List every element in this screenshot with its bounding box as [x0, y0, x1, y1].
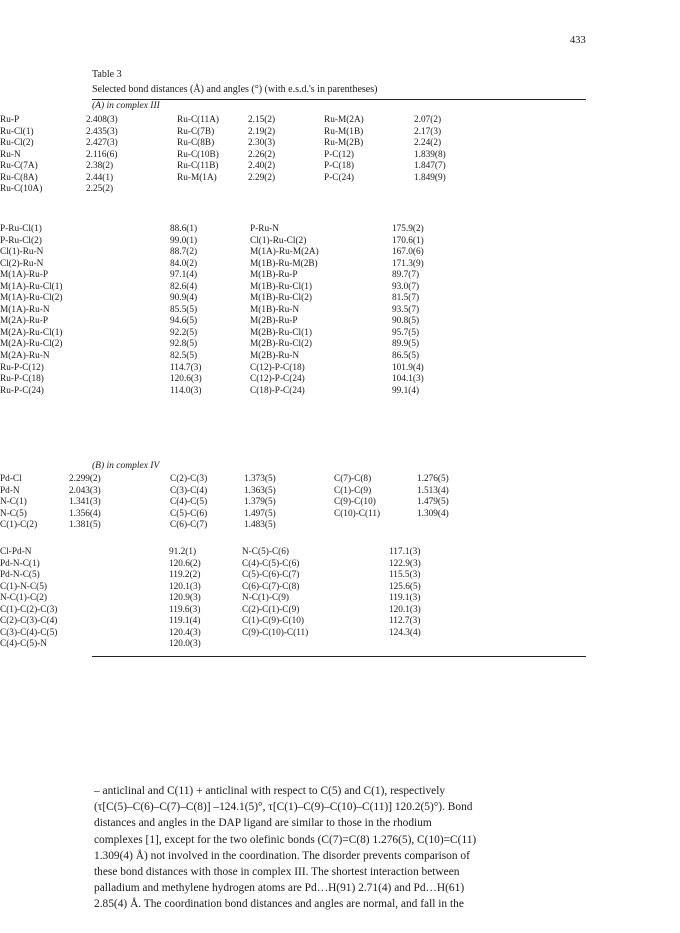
bond-value: 97.1(4) — [170, 270, 198, 281]
table-title: Table 3 — [92, 69, 122, 80]
bond-value: 99.1(4) — [392, 385, 420, 396]
bond-label: M(2A)-Ru-Cl(2) — [0, 339, 63, 350]
bond-label: Ru-Cl(1) — [0, 126, 34, 137]
bond-label: Ru-M(1A) — [177, 172, 217, 183]
label-column — [250, 224, 319, 397]
bond-value: 124.3(4) — [389, 627, 421, 638]
bond-label: C(12)-P-C(18) — [250, 362, 305, 373]
bond-label: Cl(1)-Ru-Cl(2) — [250, 235, 307, 246]
bond-label: P-C(24) — [324, 172, 354, 183]
bond-value: 120.6(2) — [169, 558, 201, 569]
bond-value: 2.043(3) — [69, 485, 101, 496]
bond-value: 84.0(2) — [170, 258, 198, 269]
bond-value: 94.6(5) — [170, 316, 198, 327]
bond-value: 2.15(2) — [248, 115, 276, 125]
bond-value: 1.356(4) — [69, 508, 101, 519]
bond-label: M(1B)-Ru-P — [250, 270, 298, 281]
bond-label: Ru-C(10B) — [177, 149, 219, 160]
bond-value: 125.6(5) — [389, 581, 421, 592]
bond-value: 114.7(3) — [170, 362, 202, 373]
bond-label: P-Ru-N — [250, 224, 279, 234]
bond-value: 1.513(4) — [417, 485, 449, 496]
bond-value: 99.0(1) — [170, 235, 198, 246]
bond-label: P-C(12) — [324, 149, 354, 160]
bond-value: 1.849(9) — [414, 172, 446, 183]
bond-label: C(12)-P-C(24) — [250, 374, 305, 385]
bond-value: 1.341(3) — [69, 497, 101, 508]
label-column — [0, 115, 42, 196]
bond-label: Ru-C(10A) — [0, 184, 43, 195]
body-line: – anticlinal and C(11) + anticlinal with respect to C(5) and C(1), respectively — [94, 785, 446, 797]
table-caption: Selected bond distances (Å) and angles (°) (with e.s.d.'s in parentheses) — [92, 84, 378, 95]
bond-label: C(4)-C(5)-N — [0, 639, 47, 650]
bond-value: 1.373(5) — [244, 474, 276, 484]
bond-label: C(5)-C(6)-C(7) — [242, 570, 300, 581]
bond-label: C(18)-P-C(24) — [250, 385, 305, 396]
label-column — [177, 115, 219, 184]
bond-label: C(5)-C(6) — [170, 508, 208, 519]
bond-value: 1.276(5) — [417, 474, 449, 484]
bond-label: Ru-M(2B) — [324, 138, 364, 149]
bond-value: 2.26(2) — [248, 149, 276, 160]
bond-value: 2.17(3) — [414, 126, 442, 137]
bond-label: C(1)-N-C(5) — [0, 581, 47, 592]
body-text — [94, 783, 586, 913]
label-column — [0, 474, 37, 532]
bond-value: 104.1(3) — [392, 374, 424, 385]
bond-value: 2.299(2) — [69, 474, 101, 484]
label-column — [242, 547, 308, 639]
bond-value: 1.309(4) — [417, 508, 449, 519]
label-column — [0, 224, 63, 397]
bond-value: 2.116(6) — [86, 149, 118, 160]
bond-label: Pd-Cl — [0, 474, 22, 484]
bond-label: C(3)-C(4) — [170, 485, 208, 496]
bond-value: 2.29(2) — [248, 172, 276, 183]
bond-label: M(2A)-Ru-Cl(1) — [0, 327, 63, 338]
bond-value: 82.5(5) — [170, 351, 198, 362]
bond-value: 2.07(2) — [414, 115, 442, 125]
body-line: 2.85(4) Å. The coordination bond distances and angles are normal, and fall in the — [94, 898, 464, 911]
bond-value: 88.7(2) — [170, 247, 198, 258]
bond-label: Cl(1)-Ru-N — [0, 247, 44, 258]
bond-value: 93.0(7) — [392, 281, 420, 292]
bond-value: 1.379(5) — [244, 497, 276, 508]
bond-value: 1.847(7) — [414, 161, 446, 172]
bond-value: 2.19(2) — [248, 126, 276, 137]
bond-label: C(2)-C(3)-C(4) — [0, 616, 58, 627]
bond-value: 114.0(3) — [170, 385, 202, 396]
bond-label: M(1A)-Ru-N — [0, 304, 50, 315]
bond-value: 93.5(7) — [392, 304, 420, 315]
bond-label: Ru-Cl(2) — [0, 138, 34, 149]
bond-label: Ru-C(7A) — [0, 161, 38, 172]
bond-value: 2.408(3) — [86, 115, 118, 125]
bond-label: C(1)-C(2) — [0, 520, 38, 531]
bond-label: M(2B)-Ru-Cl(1) — [250, 327, 312, 338]
bond-value: 2.30(3) — [248, 138, 276, 149]
bond-value: 1.363(5) — [244, 485, 276, 496]
bond-label: Pd-N-C(1) — [0, 558, 40, 569]
bond-value: 119.6(3) — [169, 604, 201, 615]
bond-label: M(2B)-Ru-P — [250, 316, 298, 327]
bond-value: 91.2(1) — [169, 547, 197, 557]
bond-label: M(1B)-Ru-M(2B) — [250, 258, 318, 269]
bond-label: M(1A)-Ru-M(2A) — [250, 247, 319, 258]
bond-label: Ru-C(8B) — [177, 138, 215, 149]
bond-value: 2.435(3) — [86, 126, 118, 137]
body-line: 1.309(4) Å) not involved in the coordination. The disorder prevents comparison of — [94, 849, 470, 862]
bond-label: C(9)-C(10) — [334, 497, 376, 508]
bond-label: Ru-C(11B) — [177, 161, 219, 172]
body-line: complexes [1], except for the two olefinic bonds (C(7)=C(8) 1.276(5), C(10)=C(11) — [94, 833, 477, 846]
bond-label: M(1A)-Ru-Cl(2) — [0, 293, 63, 304]
bond-value: 120.1(3) — [389, 604, 421, 615]
bond-label: C(1)-C(9) — [334, 485, 372, 496]
bond-label: C(1)-C(9)-C(10) — [242, 616, 304, 627]
page-number: 433 — [570, 35, 586, 46]
bond-value: 1.839(8) — [414, 149, 446, 160]
value-column — [69, 474, 101, 532]
bond-value: 122.9(3) — [389, 558, 421, 569]
bond-value: 112.7(3) — [389, 616, 421, 627]
section-a-heading: (A) in complex III — [92, 101, 160, 111]
bond-label: Ru-P — [0, 115, 20, 125]
bond-value: 92.2(5) — [170, 327, 198, 338]
bond-value: 1.381(5) — [69, 520, 101, 531]
value-column — [248, 115, 275, 184]
bond-value: 119.1(3) — [389, 593, 421, 604]
bond-label: C(6)-C(7) — [170, 520, 208, 531]
bond-value: 120.1(3) — [169, 581, 201, 592]
body-line: these bond distances with those in complex III. The shortest interaction between — [94, 866, 460, 879]
label-column — [334, 474, 380, 520]
bond-label: C(3)-C(4)-C(5) — [0, 627, 58, 638]
bond-label: M(2B)-Ru-N — [250, 351, 300, 362]
bond-value: 167.0(6) — [392, 247, 424, 258]
bond-value: 1.483(5) — [244, 520, 276, 531]
bond-label: Ru-N — [0, 149, 21, 160]
bond-value: 120.6(3) — [170, 374, 202, 385]
bond-label: C(9)-C(10)-C(11) — [242, 627, 309, 638]
bond-label: Pd-N-C(5) — [0, 570, 40, 581]
value-column — [414, 115, 446, 184]
bond-value: 92.8(5) — [170, 339, 198, 350]
bond-value: 90.9(4) — [170, 293, 198, 304]
bond-label: Ru-P-C(24) — [0, 385, 44, 396]
bond-value: 2.38(2) — [86, 161, 114, 172]
bond-label: M(2A)-Ru-P — [0, 316, 49, 327]
bond-value: 82.6(4) — [170, 281, 198, 292]
value-column — [417, 474, 449, 520]
bond-label: P-Ru-Cl(1) — [0, 224, 42, 234]
bond-value: 1.479(5) — [417, 497, 449, 508]
bond-label: N-C(1) — [0, 497, 27, 508]
bond-label: Cl(2)-Ru-N — [0, 258, 44, 269]
table-bottom-rule — [92, 656, 586, 657]
bond-value: 2.427(3) — [86, 138, 118, 149]
bond-value: 88.6(1) — [170, 224, 198, 234]
bond-value: 2.44(1) — [86, 172, 114, 183]
bond-label: M(1A)-Ru-P — [0, 270, 49, 281]
bond-value: 120.0(3) — [169, 639, 201, 650]
bond-value: 90.8(5) — [392, 316, 420, 327]
bond-label: N-C(5)-C(6) — [242, 547, 289, 557]
body-line: palladium and methylene hydrogen atoms are Pd…H(91) 2.71(4) and Pd…H(61) — [94, 882, 465, 895]
bond-label: N-C(1)-C(9) — [242, 593, 289, 604]
label-column — [324, 115, 364, 184]
bond-label: N-C(1)-C(2) — [0, 593, 47, 604]
body-line: (τ[C(5)–C(6)–C(7)–C(8)] –124.1(5)°, τ[C(1)–C(9)–C(10)–C(11)] 120.2(5)°). Bond — [94, 801, 473, 814]
bond-value: 175.9(2) — [392, 224, 424, 234]
bond-value: 170.6(1) — [392, 235, 424, 246]
bond-label: C(4)-C(5) — [170, 497, 208, 508]
label-column — [170, 474, 207, 532]
bond-label: Ru-C(7B) — [177, 126, 215, 137]
bond-label: Ru-M(1B) — [324, 126, 364, 137]
bond-value: 119.1(4) — [169, 616, 201, 627]
bond-value: 2.24(2) — [414, 138, 442, 149]
bond-label: C(7)-C(8) — [334, 474, 372, 484]
bond-label: Ru-C(8A) — [0, 172, 38, 183]
value-column — [170, 224, 202, 397]
bond-label: C(10)-C(11) — [334, 508, 381, 519]
value-column — [86, 115, 118, 196]
value-column — [389, 547, 421, 639]
bond-value: 2.40(2) — [248, 161, 276, 172]
bond-label: P-C(18) — [324, 161, 354, 172]
value-column — [169, 547, 201, 651]
bond-value: 115.5(3) — [389, 570, 421, 581]
bond-label: M(2B)-Ru-Cl(2) — [250, 339, 312, 350]
bond-value: 119.2(2) — [169, 570, 201, 581]
bond-label: P-Ru-Cl(2) — [0, 235, 42, 246]
value-column — [392, 224, 424, 397]
bond-label: C(2)-C(3) — [170, 474, 208, 484]
bond-value: 1.497(5) — [244, 508, 276, 519]
bond-label: Ru-P-C(18) — [0, 374, 44, 385]
bond-value: 120.4(3) — [169, 627, 201, 638]
bond-value: 85.5(5) — [170, 304, 198, 315]
bond-label: M(1B)-Ru-Cl(1) — [250, 281, 312, 292]
bond-value: 2.25(2) — [86, 184, 114, 195]
bond-value: 171.3(9) — [392, 258, 424, 269]
bond-label: Cl-Pd-N — [0, 547, 32, 557]
bond-value: 89.9(5) — [392, 339, 420, 350]
bond-label: Ru-P-C(12) — [0, 362, 44, 373]
bond-label: C(6)-C(7)-C(8) — [242, 581, 300, 592]
bond-label: Ru-M(2A) — [324, 115, 364, 125]
bond-value: 120.9(3) — [169, 593, 201, 604]
body-line: distances and angles in the DAP ligand are similar to those in the rhodium — [94, 817, 432, 830]
table-top-rule — [92, 99, 586, 100]
value-column — [244, 474, 276, 532]
bond-label: M(1B)-Ru-Cl(2) — [250, 293, 312, 304]
bond-value: 86.5(5) — [392, 351, 420, 362]
bond-label: M(1B)-Ru-N — [250, 304, 300, 315]
bond-label: C(4)-C(5)-C(6) — [242, 558, 300, 569]
bond-label: N-C(5) — [0, 508, 27, 519]
bond-label: M(2A)-Ru-N — [0, 351, 50, 362]
bond-label: C(1)-C(2)-C(3) — [0, 604, 58, 615]
bond-value: 101.9(4) — [392, 362, 424, 373]
section-b-heading: (B) in complex IV — [92, 461, 160, 471]
bond-value: 81.5(7) — [392, 293, 420, 304]
bond-value: 117.1(3) — [389, 547, 421, 557]
bond-value: 89.7(7) — [392, 270, 420, 281]
bond-label: Ru-C(11A) — [177, 115, 220, 125]
label-column — [0, 547, 57, 651]
bond-value: 95.7(5) — [392, 327, 420, 338]
bond-label: M(1A)-Ru-Cl(1) — [0, 281, 63, 292]
bond-label: Pd-N — [0, 485, 20, 496]
bond-label: C(2)-C(1)-C(9) — [242, 604, 300, 615]
